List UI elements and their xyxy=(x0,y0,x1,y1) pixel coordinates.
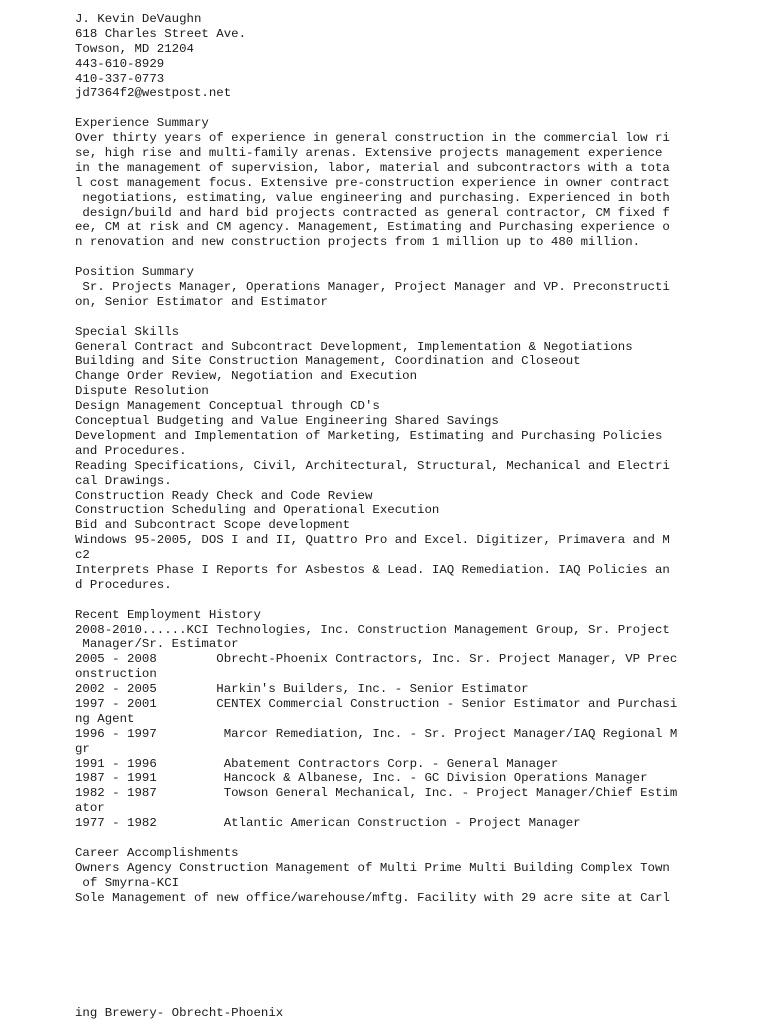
experience-summary-line: se, high rise and multi-family arenas. Extensive projects management experience xyxy=(75,146,663,161)
experience-summary-line: design/build and hard bid projects contracted as general contractor, CM fixed f xyxy=(75,205,670,220)
experience-summary-line: n renovation and new construction projects from 1 million up to 480 million. xyxy=(75,235,641,250)
experience-summary-line: ee, CM at risk and CM agency. Management, Estimating and Purchasing experience o xyxy=(75,220,670,235)
accomplishment-line: of Smyrna-KCI xyxy=(75,875,180,890)
skill-line: Construction Scheduling and Operational Execution xyxy=(75,503,440,518)
employment-line: 1991 - 1996 Abatement Contractors Corp. - General Manager xyxy=(75,756,559,771)
employment-line: ng Agent xyxy=(75,711,135,726)
skill-line: d Procedures. xyxy=(75,577,172,592)
skill-line: c2 xyxy=(75,548,90,563)
employment-line: ator xyxy=(75,801,105,816)
skill-line: Building and Site Construction Management, Coordination and Closeout xyxy=(75,354,581,369)
skill-line: Construction Ready Check and Code Review xyxy=(75,488,373,503)
skill-line: Windows 95-2005, DOS I and II, Quattro Pro and Excel. Digitizer, Primavera and M xyxy=(75,533,670,548)
page-continuation-line: ing Brewery- Obrecht-Phoenix xyxy=(75,1006,284,1020)
skill-line: Design Management Conceptual through CD's xyxy=(75,399,380,414)
experience-summary-section xyxy=(75,116,715,250)
contact-name: J. Kevin DeVaughn xyxy=(75,12,202,26)
special-skills-section xyxy=(75,325,715,593)
accomplishments-section xyxy=(75,846,715,906)
skill-line: cal Drawings. xyxy=(75,473,172,488)
resume-page xyxy=(75,12,715,905)
contact-email: jd7364f2@westpost.net xyxy=(75,86,232,101)
employment-line: 1982 - 1987 Towson General Mechanical, Inc. - Project Manager/Chief Estim xyxy=(75,786,678,801)
contact-block xyxy=(75,12,715,101)
experience-summary-line: l cost management focus. Extensive pre-construction experience in owner contract xyxy=(75,175,670,190)
employment-line: 2002 - 2005 Harkin's Builders, Inc. - Senior Estimator xyxy=(75,682,529,697)
experience-summary-line: in the management of supervision, labor, material and subcontractors with a tota xyxy=(75,160,670,175)
contact-phone-2: 410-337-0773 xyxy=(75,71,165,86)
employment-line: gr xyxy=(75,741,90,756)
contact-phone-1: 443-610-8929 xyxy=(75,56,165,71)
experience-summary-heading: Experience Summary xyxy=(75,116,209,131)
skill-line: General Contract and Subcontract Development, Implementation & Negotiations xyxy=(75,339,633,354)
accomplishment-line: Owners Agency Construction Management of Multi Prime Multi Building Complex Town xyxy=(75,860,670,875)
position-summary-section xyxy=(75,265,715,310)
skill-line: and Procedures. xyxy=(75,443,187,458)
skill-line: Reading Specifications, Civil, Architectural, Structural, Mechanical and Electri xyxy=(75,458,670,473)
position-summary-heading: Position Summary xyxy=(75,265,194,280)
employment-line: 2008-2010......KCI Technologies, Inc. Construction Management Group, Sr. Project xyxy=(75,622,670,637)
employment-history-heading: Recent Employment History xyxy=(75,607,261,622)
skill-line: Interprets Phase I Reports for Asbestos & Lead. IAQ Remediation. IAQ Policies an xyxy=(75,562,670,577)
accomplishments-heading: Career Accomplishments xyxy=(75,845,239,860)
employment-line: 1987 - 1991 Hancock & Albanese, Inc. - GC Division Operations Manager xyxy=(75,771,648,786)
special-skills-heading: Special Skills xyxy=(75,324,180,339)
employment-line: onstruction xyxy=(75,667,157,682)
contact-city: Towson, MD 21204 xyxy=(75,41,194,56)
skill-line: Change Order Review, Negotiation and Execution xyxy=(75,369,418,384)
employment-line: 2005 - 2008 Obrecht-Phoenix Contractors, Inc. Sr. Project Manager, VP Prec xyxy=(75,652,678,667)
employment-line: 1996 - 1997 Marcor Remediation, Inc. - Sr. Project Manager/IAQ Regional M xyxy=(75,726,678,741)
position-summary-line: Sr. Projects Manager, Operations Manager, Project Manager and VP. Preconstructi xyxy=(75,280,670,295)
employment-line: 1977 - 1982 Atlantic American Construction - Project Manager xyxy=(75,816,581,831)
skill-line: Conceptual Budgeting and Value Engineering Shared Savings xyxy=(75,414,499,429)
experience-summary-line: Over thirty years of experience in general construction in the commercial low ri xyxy=(75,131,670,146)
employment-line: Manager/Sr. Estimator xyxy=(75,637,239,652)
skill-line: Dispute Resolution xyxy=(75,384,209,399)
experience-summary-line: negotiations, estimating, value engineering and purchasing. Experienced in both xyxy=(75,190,670,205)
contact-street: 618 Charles Street Ave. xyxy=(75,26,247,41)
accomplishment-line: Sole Management of new office/warehouse/mftg. Facility with 29 acre site at Carl xyxy=(75,890,670,905)
position-summary-line: on, Senior Estimator and Estimator xyxy=(75,294,328,309)
skill-line: Bid and Subcontract Scope development xyxy=(75,518,351,533)
employment-line: 1997 - 2001 CENTEX Commercial Construction - Senior Estimator and Purchasi xyxy=(75,696,678,711)
skill-line: Development and Implementation of Marketing, Estimating and Purchasing Policies xyxy=(75,428,663,443)
employment-history-section xyxy=(75,608,715,831)
